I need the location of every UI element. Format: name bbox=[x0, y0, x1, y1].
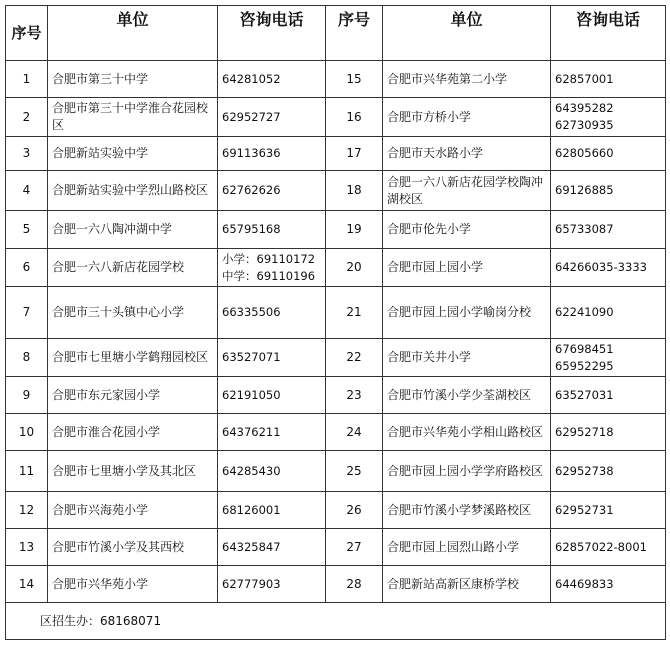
school-name-left: 合肥一六八新店花园学校 bbox=[48, 249, 218, 287]
table-row bbox=[6, 339, 666, 377]
phone-left bbox=[218, 414, 326, 451]
row-index-left: 9 bbox=[6, 377, 48, 414]
row-index-left: 14 bbox=[6, 566, 48, 603]
header-index-left: 序号 bbox=[6, 6, 48, 61]
row-index-left: 12 bbox=[6, 492, 48, 529]
phone-number: 65795168 bbox=[222, 222, 281, 236]
row-index-right: 19 bbox=[326, 211, 383, 249]
school-name-right: 合肥市竹溪小学少荃湖校区 bbox=[383, 377, 551, 414]
school-name-right: 合肥新站高新区康桥学校 bbox=[383, 566, 551, 603]
phone-number: 64266035-3333 bbox=[555, 260, 647, 274]
phone-left bbox=[218, 249, 326, 287]
row-index-right: 21 bbox=[326, 287, 383, 339]
phone-right bbox=[551, 287, 666, 339]
phone-number: 64395282 bbox=[555, 101, 614, 115]
phone-left bbox=[218, 377, 326, 414]
phone-left bbox=[218, 529, 326, 566]
phone-number: 64281052 bbox=[222, 71, 281, 86]
phone-number: 62952727 bbox=[222, 109, 281, 124]
phone-right bbox=[551, 137, 666, 171]
phone-number: 64376211 bbox=[222, 424, 281, 439]
phone-number: 62762626 bbox=[222, 183, 281, 197]
phone-left bbox=[218, 211, 326, 249]
phone-right bbox=[551, 414, 666, 451]
row-index-left: 10 bbox=[6, 414, 48, 451]
table-row bbox=[6, 492, 666, 529]
row-index-left: 2 bbox=[6, 98, 48, 137]
header-unit-left: 单位 bbox=[48, 6, 218, 61]
school-name-left: 合肥一六八陶冲湖中学 bbox=[48, 211, 218, 249]
phone-number: 63527031 bbox=[555, 387, 614, 402]
table-row bbox=[6, 377, 666, 414]
row-index-right: 18 bbox=[326, 171, 383, 211]
row-index-left: 3 bbox=[6, 137, 48, 171]
school-name-left: 合肥市兴华苑小学 bbox=[48, 566, 218, 603]
header-phone-right: 咨询电话 bbox=[551, 6, 666, 61]
table-row bbox=[6, 566, 666, 603]
phone-number: 62952738 bbox=[555, 463, 614, 478]
school-name-left: 合肥市淮合花园小学 bbox=[48, 414, 218, 451]
school-name-right: 合肥市天水路小学 bbox=[383, 137, 551, 171]
school-name-left: 合肥市第三十中学 bbox=[48, 61, 218, 98]
phone-left bbox=[218, 61, 326, 98]
phone-right bbox=[551, 98, 666, 137]
phone-right bbox=[551, 249, 666, 287]
phone-right bbox=[551, 451, 666, 492]
row-index-right: 27 bbox=[326, 529, 383, 566]
row-index-right: 26 bbox=[326, 492, 383, 529]
district-office-contact: 区招生办：68168071 bbox=[6, 603, 666, 640]
phone-left bbox=[218, 287, 326, 339]
school-name-right: 合肥市园上园小学 bbox=[383, 249, 551, 287]
table-row bbox=[6, 287, 666, 339]
phone-number: 62857022-8001 bbox=[555, 539, 647, 554]
phone-number: 62191050 bbox=[222, 387, 281, 402]
phone-number: 小学：69110172 bbox=[222, 251, 316, 266]
row-index-left: 11 bbox=[6, 451, 48, 492]
table-row bbox=[6, 529, 666, 566]
phone-number: 中学：69110196 bbox=[222, 268, 316, 283]
school-name-left: 合肥市东元家园小学 bbox=[48, 377, 218, 414]
phone-number: 65952295 bbox=[555, 358, 614, 373]
school-name-right: 合肥市园上园烈山路小学 bbox=[383, 529, 551, 566]
phone-number: 64325847 bbox=[222, 539, 281, 554]
row-index-right: 28 bbox=[326, 566, 383, 603]
phone-number: 62730935 bbox=[555, 118, 614, 132]
row-index-left: 4 bbox=[6, 171, 48, 211]
table-row bbox=[6, 414, 666, 451]
row-index-right: 17 bbox=[326, 137, 383, 171]
school-name-left: 合肥市第三十中学淮合花园校区 bbox=[48, 98, 218, 137]
table-row bbox=[6, 137, 666, 171]
row-index-right: 24 bbox=[326, 414, 383, 451]
phone-right bbox=[551, 377, 666, 414]
phone-left bbox=[218, 137, 326, 171]
school-name-left: 合肥市七里塘小学鹤翔园校区 bbox=[48, 339, 218, 377]
phone-number: 62952718 bbox=[555, 424, 614, 439]
school-name-left: 合肥新站实验中学烈山路校区 bbox=[48, 171, 218, 211]
phone-number: 64285430 bbox=[222, 463, 281, 478]
phone-number: 66335506 bbox=[222, 305, 281, 319]
phone-left bbox=[218, 339, 326, 377]
row-index-right: 23 bbox=[326, 377, 383, 414]
school-name-left: 合肥市竹溪小学及其西校 bbox=[48, 529, 218, 566]
row-index-left: 8 bbox=[6, 339, 48, 377]
phone-number: 67698451 bbox=[555, 341, 614, 356]
table-body bbox=[6, 61, 666, 603]
phone-left bbox=[218, 98, 326, 137]
row-index-left: 6 bbox=[6, 249, 48, 287]
phone-right bbox=[551, 492, 666, 529]
phone-number: 62952731 bbox=[555, 502, 614, 517]
header-unit-right: 单位 bbox=[383, 6, 551, 61]
school-name-right: 合肥市关井小学 bbox=[383, 339, 551, 377]
row-index-left: 7 bbox=[6, 287, 48, 339]
phone-number: 62805660 bbox=[555, 146, 614, 160]
table-row bbox=[6, 211, 666, 249]
table-row bbox=[6, 171, 666, 211]
phone-number: 62777903 bbox=[222, 576, 281, 591]
phone-left bbox=[218, 451, 326, 492]
phone-left bbox=[218, 492, 326, 529]
school-name-right: 合肥市兴华苑第二小学 bbox=[383, 61, 551, 98]
phone-number: 69126885 bbox=[555, 183, 614, 197]
phone-right bbox=[551, 171, 666, 211]
row-index-left: 5 bbox=[6, 211, 48, 249]
phone-number: 62241090 bbox=[555, 305, 614, 319]
phone-right bbox=[551, 339, 666, 377]
row-index-right: 22 bbox=[326, 339, 383, 377]
school-contact-table bbox=[5, 5, 666, 640]
header-index-right: 序号 bbox=[326, 6, 383, 61]
phone-number: 63527071 bbox=[222, 350, 281, 364]
school-name-right: 合肥市方桥小学 bbox=[383, 98, 551, 137]
school-name-right: 合肥一六八新店花园学校陶冲湖校区 bbox=[383, 171, 551, 211]
phone-number: 65733087 bbox=[555, 222, 614, 236]
row-index-right: 16 bbox=[326, 98, 383, 137]
school-name-right: 合肥市兴华苑小学相山路校区 bbox=[383, 414, 551, 451]
phone-right bbox=[551, 566, 666, 603]
row-index-right: 25 bbox=[326, 451, 383, 492]
phone-number: 64469833 bbox=[555, 576, 614, 591]
school-name-right: 合肥市园上园小学喻岗分校 bbox=[383, 287, 551, 339]
table-row bbox=[6, 98, 666, 137]
header-phone-left: 咨询电话 bbox=[218, 6, 326, 61]
school-name-left: 合肥新站实验中学 bbox=[48, 137, 218, 171]
phone-left bbox=[218, 171, 326, 211]
school-name-right: 合肥市竹溪小学梦溪路校区 bbox=[383, 492, 551, 529]
school-name-left: 合肥市七里塘小学及其北区 bbox=[48, 451, 218, 492]
table-row bbox=[6, 61, 666, 98]
phone-number: 69113636 bbox=[222, 146, 281, 160]
row-index-left: 13 bbox=[6, 529, 48, 566]
footer-row bbox=[6, 603, 666, 640]
school-name-right: 合肥市伦先小学 bbox=[383, 211, 551, 249]
phone-number: 62857001 bbox=[555, 71, 614, 86]
phone-right bbox=[551, 61, 666, 98]
row-index-right: 15 bbox=[326, 61, 383, 98]
school-name-left: 合肥市三十头镇中心小学 bbox=[48, 287, 218, 339]
row-index-left: 1 bbox=[6, 61, 48, 98]
header-row bbox=[6, 6, 666, 61]
phone-right bbox=[551, 529, 666, 566]
phone-number: 68126001 bbox=[222, 502, 281, 517]
school-name-right: 合肥市园上园小学学府路校区 bbox=[383, 451, 551, 492]
phone-left bbox=[218, 566, 326, 603]
table-row bbox=[6, 249, 666, 287]
row-index-right: 20 bbox=[326, 249, 383, 287]
school-name-left: 合肥市兴海苑小学 bbox=[48, 492, 218, 529]
phone-right bbox=[551, 211, 666, 249]
table-row bbox=[6, 451, 666, 492]
